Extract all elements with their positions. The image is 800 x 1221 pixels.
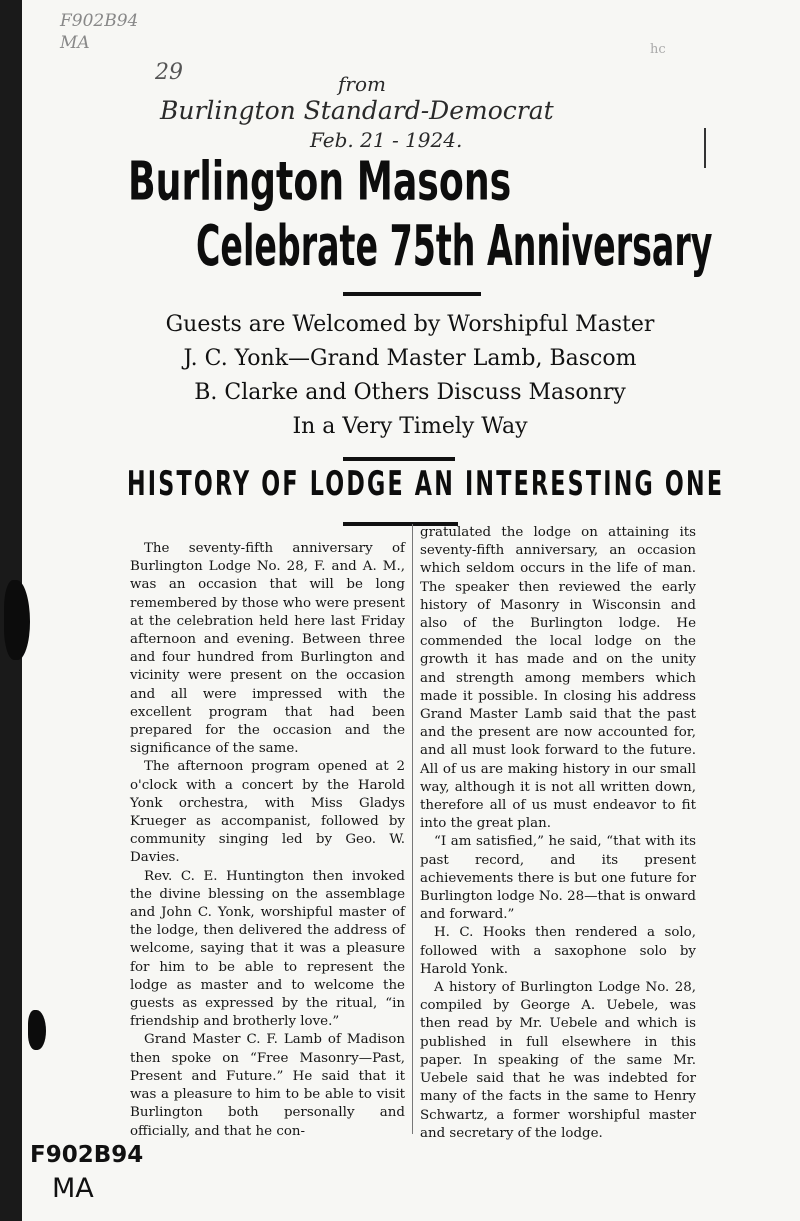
divider-rule xyxy=(343,292,481,296)
paragraph: “I am satisfied,” he said, “that with its past record, and its present achievements there is but one future for Burlington lodge No. 28—that is onward and forward.” xyxy=(420,834,696,923)
paragraph: The seventy-fifth anniversary of Burlington Lodge No. 28, F. and A. M., was an occasion that will be long remembered by those who were present at the celebration held here last Friday afternoon and evening. Between three and four hundred from Burlington and vicinity were present on the occasion and all were impressed with the excellent program that had been prepared for the occasion and the significance of the same. xyxy=(130,541,405,757)
handwritten-date: Feb. 21 - 1924. xyxy=(310,128,463,152)
handwritten-from: from xyxy=(338,72,386,96)
paragraph: H. C. Hooks then rendered a solo, followed with a saxophone solo by Harold Yonk. xyxy=(420,925,696,977)
paragraph: Rev. C. E. Huntington then invoked the divine blessing on the assemblage and John C. Yonk, worshipful master of the lodge, then delivered the address of welcome, saying that it was a pleasure for him to be able to represent the lodge as master and to welcome the guests as expressed by the ritual, “in friendship and brotherly love.” xyxy=(130,868,405,1030)
catalog-stamp-top xyxy=(60,10,138,54)
column-divider xyxy=(412,524,413,1134)
paragraph: gratulated the lodge on attaining its seventy-fifth anniversary, an occasion which seldom occurs in the life of man. The speaker then reviewed the early history of Masonry in Wisconsin and also of the Burlington lodge. He commended the local lodge on the growth it has made and on the unity and strength among members which made it possible. In closing his address Grand Master Lamb said that the past and the present are now accounted for, and all must look forward to the future. All of us are making history in our small way, although it is not all written down, therefore all of us must endeavor to fit into the great plan. xyxy=(420,525,696,832)
catalog-suffix-bottom: MA xyxy=(52,1173,94,1204)
paragraph: The afternoon program opened at 2 o'clock with a concert by the Harold Yonk orchestra, with Miss Gladys Krueger as accompanist, followed by community singing led by Geo. W. Davies. xyxy=(130,759,405,866)
catalog-suffix-top: MA xyxy=(60,33,90,53)
deck-line: Guests are Welcomed by Worshipful Master xyxy=(165,312,655,337)
margin-tick xyxy=(704,128,706,168)
article-column-1 xyxy=(130,540,405,1141)
paragraph: Grand Master C. F. Lamb of Madison then spoke on “Free Masonry—Past, Present and Future.” He said that it was a pleasure to him to be able to visit Burlington both personally and officially, and that he con- xyxy=(130,1032,405,1139)
page-number: 29 xyxy=(155,60,183,85)
catalog-number-bottom: F902B94 xyxy=(30,1142,144,1168)
catalog-number-top: F902B94 xyxy=(60,11,139,31)
catalog-stamp-bottom xyxy=(30,1138,143,1206)
deck-line: J. C. Yonk—Grand Master Lamb, Bascom xyxy=(183,346,637,371)
paragraph: A history of Burlington Lodge No. 28, compiled by George A. Uebele, was then read by Mr. Uebele and which is published in full elsewhere in this paper. In speaking of the same Mr. Uebele said that he was indebted for many of the facts in the same to Henry Schwartz, a former worshipful master and secretary of the lodge. xyxy=(420,980,696,1141)
article-column-2 xyxy=(420,524,696,1143)
headline-line-1: Burlington Masons xyxy=(128,150,512,213)
deck-line: B. Clarke and Others Discuss Masonry xyxy=(194,380,626,405)
deck-line: In a Very Timely Way xyxy=(292,414,528,439)
divider-rule xyxy=(343,457,455,461)
handwritten-source: Burlington Standard-Democrat xyxy=(160,96,554,125)
headline-line-2: Celebrate 75th Anniversary xyxy=(196,214,713,279)
torn-edge-mark xyxy=(28,1010,46,1050)
subheadline: HISTORY OF LODGE AN INTERESTING ONE xyxy=(127,464,725,504)
torn-edge-mark xyxy=(4,580,30,660)
corner-mark: hc xyxy=(650,42,666,57)
